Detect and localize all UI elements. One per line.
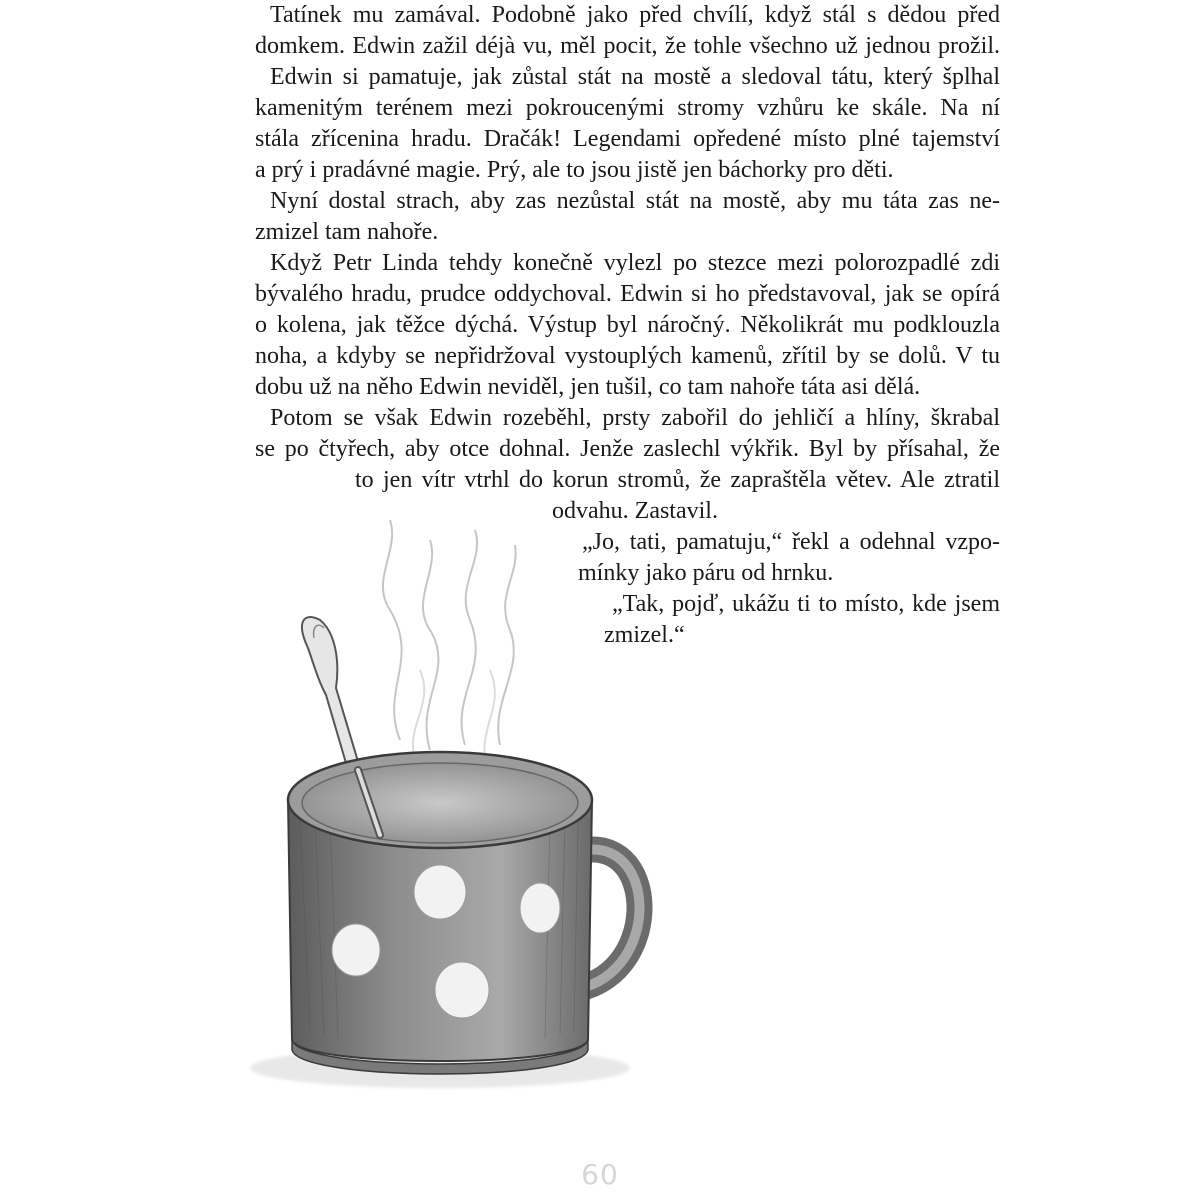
text-line-4: kamenitým terénem mezi pokroucenými stromy vzhůru ke skále. Na ní: [255, 95, 1000, 121]
text-line-21: zmizel.“: [604, 622, 685, 648]
text-line-19: mínky jako páru od hrnku.: [578, 560, 834, 586]
text-line-15: se po čtyřech, aby otce dohnal. Jenže zaslechl výkřik. Byl by přísahal, že: [255, 436, 1000, 462]
text-line-12: noha, a kdyby se nepřidržoval vystouplých kamenů, zřítil by se dolů. V tu: [255, 343, 1000, 369]
text-line-3: Edwin si pamatuje, jak zůstal stát na mostě a sledoval tátu, který šplhal: [270, 64, 1000, 90]
text-line-16: to jen vítr vtrhl do korun stromů, že zapraštěla větev. Ale ztratil: [355, 467, 1000, 493]
text-line-10: bývalého hradu, prudce oddychoval. Edwin si ho představoval, jak se opírá: [255, 281, 1000, 307]
text-line-1: Tatínek mu zamával. Podobně jako před chvílí, když stál s dědou před: [270, 2, 1000, 28]
text-line-5: stála zřícenina hradu. Dračák! Legendami opředené místo plné tajemství: [255, 126, 1000, 152]
steam-wisps: [383, 520, 516, 760]
text-line-20: „Tak, pojď, ukážu ti to místo, kde jsem: [612, 591, 1000, 617]
text-line-6: a prý i pradávné magie. Prý, ale to jsou jistě jen báchorky pro děti.: [255, 157, 894, 183]
text-line-13: dobu už na něho Edwin neviděl, jen tušil, co tam nahoře táta asi dělá.: [255, 374, 921, 400]
text-line-9: Když Petr Linda tehdy konečně vylezl po stezce mezi polorozpadlé zdi: [270, 250, 1000, 276]
text-line-8: zmizel tam nahoře.: [255, 219, 439, 245]
text-line-7: Nyní dostal strach, aby zas nezůstal stát na mostě, aby mu táta zas ne-: [270, 188, 1000, 214]
text-line-2: domkem. Edwin zažil déjà vu, měl pocit, že tohle všechno už jednou prožil.: [255, 33, 1000, 59]
text-line-11: o kolena, jak těžce dýchá. Výstup byl náročný. Několikrát mu podklouzla: [255, 312, 1000, 338]
page-number: 60: [581, 1158, 619, 1191]
polka-dot-mug-with-spoon-icon: [240, 520, 660, 1120]
text-line-17: odvahu. Zastavil.: [552, 498, 718, 524]
text-line-14: Potom se však Edwin rozeběhl, prsty zabořil do jehličí a hlíny, škrabal: [270, 405, 1000, 431]
text-line-18: „Jo, tati, pamatuju,“ řekl a odehnal vzpo-: [582, 529, 1000, 555]
